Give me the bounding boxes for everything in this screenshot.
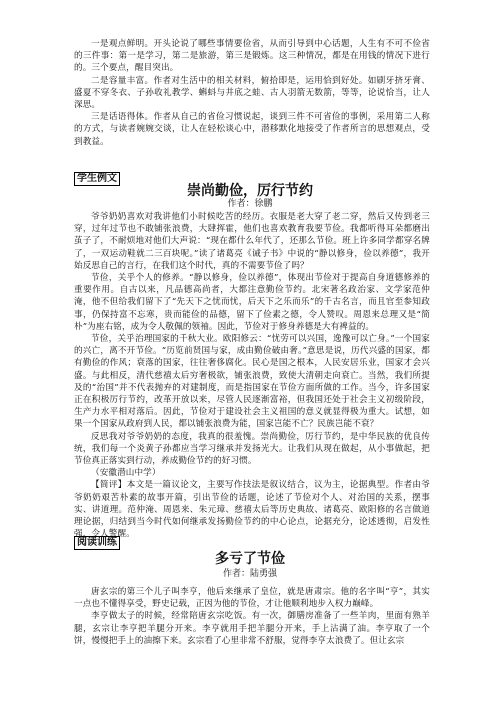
reading-title: 多亏了节俭 xyxy=(215,551,285,567)
article-review: 【简评】本文是一篇议论文，主要写作技法是叙议结合，议为主，论据典型。作者由爷爷奶奶艰苦朴素的故事开篇，引出节俭的话题，论述了节俭对个人、对治国的关系，摆事实、讲道理。范仲淹、周恩来、朱元璋、慈禧太后等历史典故、诸葛亮、欧阳修的名言做道理论据，归结到当今时代如何继承发扬勤俭节约的中心论点，论据充分，论述透彻，启发性强，令人警醒。 xyxy=(74,480,430,540)
intro-section xyxy=(74,38,430,148)
article-author: 作者：徐鹏 xyxy=(227,199,273,209)
article-paragraph: 节俭，关乎个人的修养。“静以修身，俭以养德”，体现出节俭对于提高自身道德修养的重要作用。自古以来，凡品德高尚者，大都注意勤俭节约。北宋著名政治家、文学家范仲淹，他不但给我们留下了“先天下之忧而忧，后天下之乐而乐”的千古名言，而且官至参知政事，仍保持富不忘寒，贵而能俭的品德，留下了俭素之德，令人赞叹。周恩来总理又是“简朴”为座右铭，成为令人敬佩的领袖。因此，节俭对于修身养德是大有裨益的。 xyxy=(74,273,430,332)
intro-paragraph: 一是观点鲜明。开头论说了哪些事情要俭省，从而引导到中心话题，人生有不可不俭省的三件事：第一是学习，第二是旅游，第三是锻炼。这三种情况，都是在用钱的情况下进行的。三个要点，醒目突出。 xyxy=(74,39,430,74)
section-label: 学生例文 xyxy=(74,172,120,186)
reading-author: 作者：陆勇强 xyxy=(222,569,277,579)
reading-paragraph: 李亨做太子的时候，经常陪唐玄宗吃饭。有一次，御膳房准备了一些羊肉，里面有熟羊腿，玄宗让李亨把羊腿分开来。李亨就用手把羊腿分开来，手上沾满了油。李亨取了一个饼，慢慢把手上的油擦下来。玄宗看了心里非常不舒服，觉得李亨太浪费了。但让玄宗 xyxy=(74,611,430,646)
reading-body xyxy=(74,586,430,647)
article-paragraph: 反思我对爷爷奶奶的态度，我真的很羞愧。崇尚勤俭，厉行节约，是中华民族的优良传统，我们每一个炎黄子孙都应当学习继承并发扬光大。让我们从现在做起，从小事做起，把节俭真正落实到行动，养成勤俭节约的好习惯。 xyxy=(74,431,430,467)
section-label: 阅读训练 xyxy=(74,536,120,550)
article-paragraph: 爷爷奶奶喜欢对我讲他们小时候吃苦的经历。衣服是老大穿了老二穿，然后又传到老三穿，过年过节也不敢铺张浪费，大肆挥霍，他们也喜欢教育我要节俭。我都听得耳朵都磨出茧子了，不耐烦地对他们大声说：“现在都什么年代了，还那么节俭。班上许多同学都穿名牌了，一双运动鞋就二三百块呢。”读了诸葛亮《诫子书》中说的“静以修身，俭以养德”，我开始反思自己的言行，在我们这个时代，真的不需要节俭了吗？ xyxy=(74,212,430,271)
section-tag-reading xyxy=(74,530,430,550)
article-title: 崇尚勤俭，厉行节约 xyxy=(187,183,313,199)
article-body xyxy=(74,211,430,540)
article-paragraph: 节俭，关乎治理国家的千秋大业。欧阳修云：“忧劳可以兴国，逸豫可以亡身。”一个国家的兴亡，离不开节俭。“历览前贤国与家，成由勤俭破由奢。”意思是说，历代兴盛的国家，都有勤俭的作风；衰落的国家，往往奢侈腐化。民心是国之根本，人民安居乐业，国家才会兴盛。与此相反，清代慈禧太后穷奢极欲，铺张浪费，致使大清朝走向衰亡。当然，我们所提及的“治国”并不代表抛弃的对建制度，而是指国家在节俭方面所做的工作。当今，许多国家正在积极厉行节约，改革开放以来，尽管人民逐渐富裕，但我国还处于社会主义初级阶段，生产力水平相对落后。因此，节俭对于建设社会主义祖国的意义就显得极为重大。试想，如果一个国家从政府到人民，都以铺张浪费为能，国家岂能不亡？民族岂能不衰？ xyxy=(74,334,430,430)
article-source: （安徽潜山中学） xyxy=(91,468,161,479)
intro-paragraph: 三是话语得体。作者从自己的省俭习惯说起，谈到三件不可省俭的事例，采用第二人称的方式，与读者婉婉交谈，让人在轻松谈心中，潜移默化地接受了作者所言的思想观点，受到教益。 xyxy=(74,112,430,147)
reading-paragraph: 唐玄宗的第三个儿子叫李亨，他后来继承了皇位，就是唐肃宗。他的名字叫“亨”，其实一点也不懂得享受，野史记载，正因为他的节俭，才让他顺利地步入权力巅峰。 xyxy=(74,587,430,610)
intro-paragraph: 二是容量丰富。作者对生活中的相关材料，俯拾即是，运用恰到好处。如刷牙挤牙膏、盛夏不穿冬衣、子孙收礼教学、蝌蚪与井底之蛙、古人羽箭无数箭，等等，论说恰当，让人深思。 xyxy=(74,75,430,111)
